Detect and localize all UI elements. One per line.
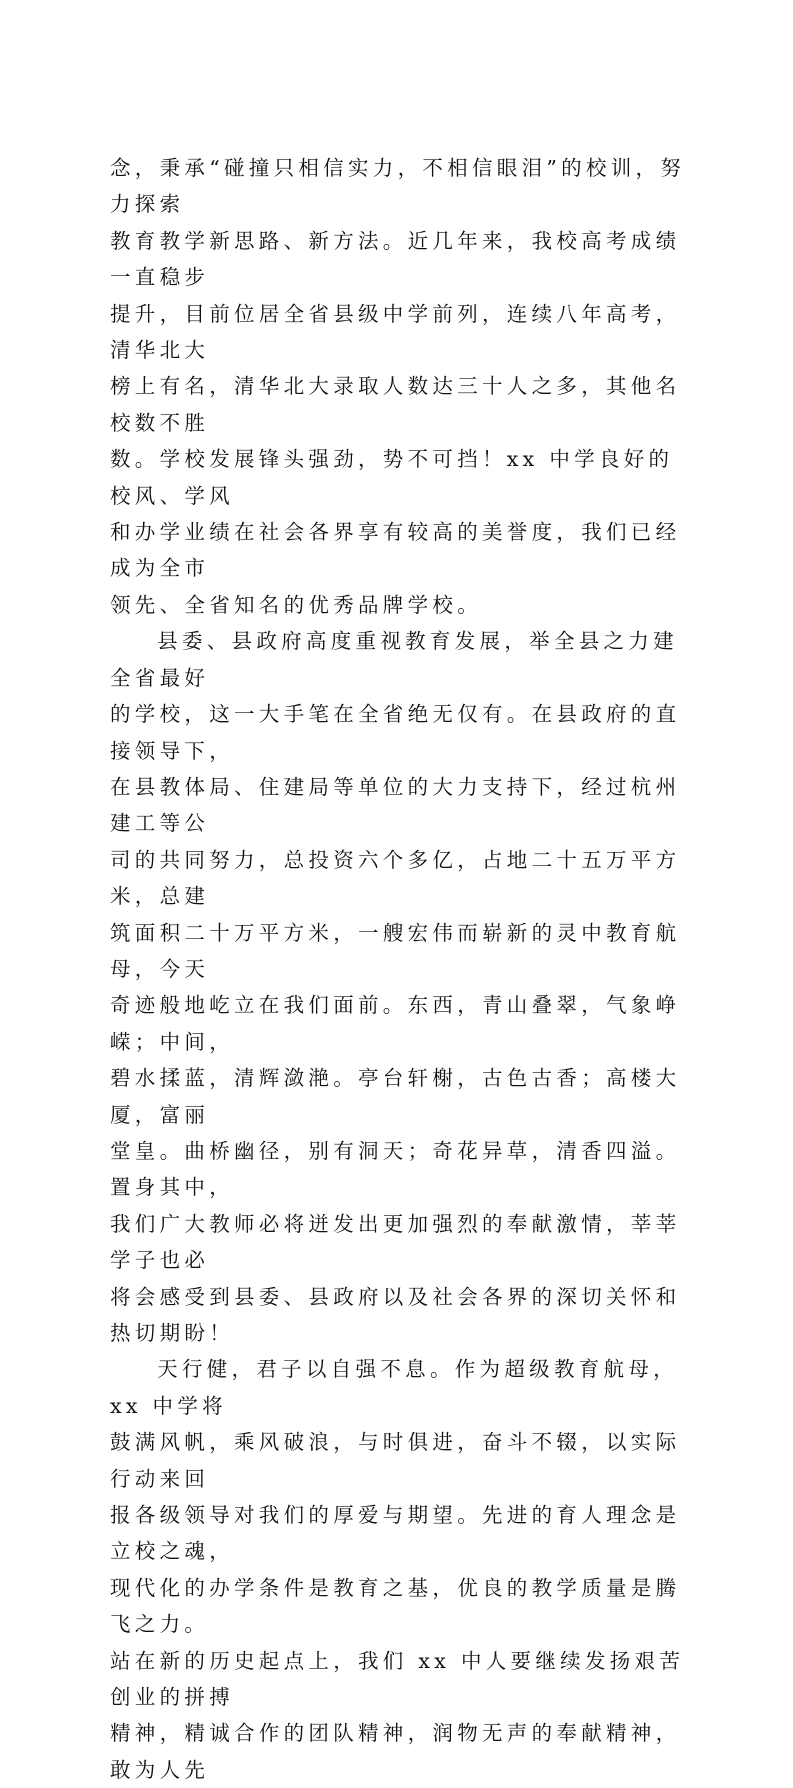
text-line: 数。学校发展锋头强劲，势不可挡！xx 中学良好的校风、学风: [110, 447, 674, 508]
text-line: 筑面积二十万平方米，一艘宏伟而崭新的灵中教育航母，今天: [110, 920, 681, 981]
text-line: 榜上有名，清华北大录取人数达三十人之多，其他名校数不胜: [110, 374, 681, 435]
text-line: 报各级领导对我们的厚爱与期望。先进的育人理念是立校之魂，: [110, 1503, 681, 1564]
text-line: 精神，精诚合作的团队精神，润物无声的奉献精神，敢为人先: [110, 1721, 681, 1782]
text-line: 我们广大教师必将迸发出更加强烈的奉献激情，莘莘学子也必: [110, 1211, 681, 1273]
text-line: 司的共同努力，总投资六个多亿，占地二十五万平方米，总建: [110, 847, 681, 909]
text-line: 提升，目前位居全省县级中学前列，连续八年高考，清华北大: [110, 301, 681, 363]
paragraph-2: [110, 623, 695, 1351]
body-text: [110, 150, 695, 1788]
text-line: 碧水揉蓝，清辉潋滟。亭台轩榭，古色古香；高楼大厦，富丽: [110, 1066, 681, 1127]
paragraph-3: [110, 1351, 695, 1788]
text-line: 的学校，这一大手笔在全省绝无仅有。在县政府的直接领导下，: [110, 702, 681, 763]
text-line: 现代化的办学条件是教育之基，优良的教学质量是腾飞之力。: [110, 1575, 681, 1637]
text-line: 将会感受到县委、县政府以及社会各界的深切关怀和热切期盼！: [110, 1284, 681, 1345]
text-line: 教育教学新思路、新方法。近几年来，我校高考成绩一直稳步: [110, 228, 681, 290]
text-line: 领先、全省知名的优秀品牌学校。: [110, 592, 482, 617]
text-line: 鼓满风帆，乘风破浪，与时俱进，奋斗不辍，以实际行动来回: [110, 1430, 681, 1491]
text-line: 站在新的历史起点上，我们 xx 中人要继续发扬艰苦创业的拼搏: [110, 1648, 685, 1710]
text-line: 奇迹般地屹立在我们面前。东西，青山叠翠，气象峥嵘；中间，: [110, 993, 681, 1054]
text-line: 天行健，君子以自强不息。作为超级教育航母，xx 中学将: [110, 1357, 678, 1418]
text-line: 县委、县政府高度重视教育发展，举全县之力建全省最好: [110, 629, 678, 690]
text-line: 念，秉承“碰撞只相信实力，不相信眼泪”的校训，努力探索: [110, 156, 686, 217]
text-line: 堂皇。曲桥幽径，别有洞天；奇花异草，清香四溢。置身其中，: [110, 1138, 681, 1200]
text-line: 在县教体局、住建局等单位的大力支持下，经过杭州建工等公: [110, 774, 681, 836]
paragraph-1: [110, 150, 695, 623]
text-line: 和办学业绩在社会各界享有较高的美誉度，我们已经成为全市: [110, 520, 681, 581]
